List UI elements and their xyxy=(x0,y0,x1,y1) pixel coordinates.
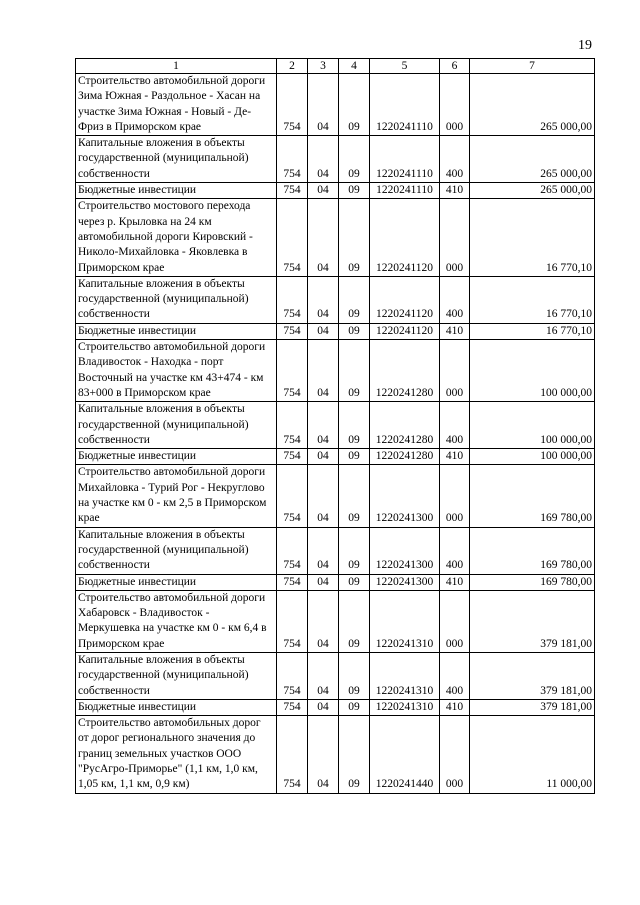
cell-subsection: 09 xyxy=(339,136,370,183)
table-row xyxy=(76,199,595,276)
cell-target-article: 1220241110 xyxy=(370,136,440,183)
cell-description: Строительство автомобильной дороги Михайловка - Турий Рог - Некруглово на участке км 0 - км 2,5 в Приморском крае xyxy=(76,465,277,527)
cell-target-article: 1220241120 xyxy=(370,323,440,339)
table-row xyxy=(76,574,595,590)
cell-target-article: 1220241440 xyxy=(370,716,440,793)
cell-section: 04 xyxy=(308,402,339,449)
header-col-1: 1 xyxy=(76,59,277,74)
table-row xyxy=(76,136,595,183)
header-col-2: 2 xyxy=(277,59,308,74)
table-row xyxy=(76,465,595,527)
budget-table xyxy=(75,58,595,794)
cell-amount: 379 181,00 xyxy=(470,652,595,699)
cell-expense-type: 410 xyxy=(440,574,470,590)
cell-description: Капитальные вложения в объекты государственной (муниципальной) собственности xyxy=(76,276,277,323)
header-col-7: 7 xyxy=(470,59,595,74)
cell-expense-type: 000 xyxy=(440,340,470,402)
table-row xyxy=(76,716,595,793)
cell-target-article: 1220241110 xyxy=(370,74,440,136)
table-row xyxy=(76,340,595,402)
cell-section: 04 xyxy=(308,465,339,527)
cell-description: Строительство мостового перехода через р. Крыловка на 24 км автомобильной дороги Кировский - Николо-Михайловка - Яковлевка в Приморском крае xyxy=(76,199,277,276)
cell-admin-code: 754 xyxy=(277,699,308,715)
header-col-4: 4 xyxy=(339,59,370,74)
cell-admin-code: 754 xyxy=(277,276,308,323)
cell-subsection: 09 xyxy=(339,699,370,715)
table-row xyxy=(76,590,595,652)
header-col-5: 5 xyxy=(370,59,440,74)
cell-description: Бюджетные инвестиции xyxy=(76,323,277,339)
cell-description: Капитальные вложения в объекты государственной (муниципальной) собственности xyxy=(76,136,277,183)
cell-target-article: 1220241310 xyxy=(370,652,440,699)
cell-section: 04 xyxy=(308,340,339,402)
cell-amount: 11 000,00 xyxy=(470,716,595,793)
cell-section: 04 xyxy=(308,199,339,276)
table-body xyxy=(76,74,595,794)
table-row xyxy=(76,652,595,699)
cell-expense-type: 400 xyxy=(440,276,470,323)
cell-admin-code: 754 xyxy=(277,340,308,402)
cell-expense-type: 000 xyxy=(440,716,470,793)
cell-admin-code: 754 xyxy=(277,199,308,276)
cell-expense-type: 410 xyxy=(440,449,470,465)
cell-subsection: 09 xyxy=(339,323,370,339)
cell-subsection: 09 xyxy=(339,276,370,323)
cell-subsection: 09 xyxy=(339,574,370,590)
cell-target-article: 1220241110 xyxy=(370,183,440,199)
cell-admin-code: 754 xyxy=(277,574,308,590)
cell-target-article: 1220241300 xyxy=(370,527,440,574)
cell-amount: 100 000,00 xyxy=(470,402,595,449)
cell-subsection: 09 xyxy=(339,183,370,199)
cell-description: Строительство автомобильных дорог от дорог регионального значения до границ земельных участков ООО "РусАгро-Приморье" (1,1 км, 1,0 км, 1,05 км, 1,1 км, 0,9 км) xyxy=(76,716,277,793)
cell-target-article: 1220241310 xyxy=(370,590,440,652)
cell-description: Бюджетные инвестиции xyxy=(76,574,277,590)
cell-amount: 379 181,00 xyxy=(470,699,595,715)
cell-section: 04 xyxy=(308,699,339,715)
cell-subsection: 09 xyxy=(339,402,370,449)
table-row xyxy=(76,276,595,323)
cell-section: 04 xyxy=(308,716,339,793)
table-row xyxy=(76,527,595,574)
cell-expense-type: 400 xyxy=(440,136,470,183)
table-row xyxy=(76,449,595,465)
cell-admin-code: 754 xyxy=(277,402,308,449)
cell-target-article: 1220241120 xyxy=(370,199,440,276)
table-row xyxy=(76,74,595,136)
cell-description: Бюджетные инвестиции xyxy=(76,449,277,465)
cell-expense-type: 410 xyxy=(440,323,470,339)
cell-section: 04 xyxy=(308,527,339,574)
cell-admin-code: 754 xyxy=(277,716,308,793)
cell-description: Строительство автомобильной дороги Хабаровск - Владивосток - Меркушевка на участке км 0 - км 6,4 в Приморском крае xyxy=(76,590,277,652)
cell-amount: 169 780,00 xyxy=(470,527,595,574)
page-number: 19 xyxy=(578,38,592,53)
cell-section: 04 xyxy=(308,323,339,339)
cell-target-article: 1220241120 xyxy=(370,276,440,323)
cell-description: Бюджетные инвестиции xyxy=(76,183,277,199)
header-col-6: 6 xyxy=(440,59,470,74)
cell-admin-code: 754 xyxy=(277,527,308,574)
cell-description: Бюджетные инвестиции xyxy=(76,699,277,715)
cell-amount: 169 780,00 xyxy=(470,465,595,527)
cell-section: 04 xyxy=(308,74,339,136)
cell-target-article: 1220241300 xyxy=(370,465,440,527)
cell-admin-code: 754 xyxy=(277,183,308,199)
cell-target-article: 1220241280 xyxy=(370,340,440,402)
cell-admin-code: 754 xyxy=(277,136,308,183)
cell-admin-code: 754 xyxy=(277,449,308,465)
cell-admin-code: 754 xyxy=(277,465,308,527)
cell-admin-code: 754 xyxy=(277,590,308,652)
cell-section: 04 xyxy=(308,590,339,652)
cell-subsection: 09 xyxy=(339,527,370,574)
table-row xyxy=(76,402,595,449)
cell-expense-type: 410 xyxy=(440,699,470,715)
cell-expense-type: 000 xyxy=(440,590,470,652)
cell-amount: 265 000,00 xyxy=(470,136,595,183)
table-row xyxy=(76,699,595,715)
cell-description: Строительство автомобильной дороги Владивосток - Находка - порт Восточный на участке км 43+474 - км 83+000 в Приморском крае xyxy=(76,340,277,402)
table-row xyxy=(76,183,595,199)
cell-section: 04 xyxy=(308,574,339,590)
cell-amount: 265 000,00 xyxy=(470,183,595,199)
cell-description: Капитальные вложения в объекты государственной (муниципальной) собственности xyxy=(76,402,277,449)
cell-admin-code: 754 xyxy=(277,323,308,339)
cell-amount: 379 181,00 xyxy=(470,590,595,652)
cell-amount: 100 000,00 xyxy=(470,340,595,402)
cell-expense-type: 000 xyxy=(440,465,470,527)
header-col-3: 3 xyxy=(308,59,339,74)
cell-expense-type: 410 xyxy=(440,183,470,199)
cell-subsection: 09 xyxy=(339,652,370,699)
cell-description: Капитальные вложения в объекты государственной (муниципальной) собственности xyxy=(76,652,277,699)
cell-amount: 16 770,10 xyxy=(470,323,595,339)
cell-description: Строительство автомобильной дороги Зима Южная - Раздольное - Хасан на участке Зима Южная - Новый - Де-Фриз в Приморском крае xyxy=(76,74,277,136)
cell-target-article: 1220241280 xyxy=(370,402,440,449)
cell-amount: 16 770,10 xyxy=(470,276,595,323)
header-row xyxy=(76,59,595,74)
cell-description: Капитальные вложения в объекты государственной (муниципальной) собственности xyxy=(76,527,277,574)
cell-subsection: 09 xyxy=(339,465,370,527)
cell-amount: 16 770,10 xyxy=(470,199,595,276)
cell-expense-type: 000 xyxy=(440,74,470,136)
cell-expense-type: 400 xyxy=(440,402,470,449)
cell-target-article: 1220241300 xyxy=(370,574,440,590)
cell-amount: 100 000,00 xyxy=(470,449,595,465)
cell-section: 04 xyxy=(308,449,339,465)
cell-subsection: 09 xyxy=(339,716,370,793)
cell-section: 04 xyxy=(308,276,339,323)
table-row xyxy=(76,323,595,339)
cell-admin-code: 754 xyxy=(277,652,308,699)
cell-expense-type: 000 xyxy=(440,199,470,276)
cell-section: 04 xyxy=(308,136,339,183)
cell-subsection: 09 xyxy=(339,590,370,652)
cell-subsection: 09 xyxy=(339,449,370,465)
cell-subsection: 09 xyxy=(339,199,370,276)
cell-expense-type: 400 xyxy=(440,527,470,574)
cell-admin-code: 754 xyxy=(277,74,308,136)
cell-amount: 169 780,00 xyxy=(470,574,595,590)
cell-expense-type: 400 xyxy=(440,652,470,699)
cell-amount: 265 000,00 xyxy=(470,74,595,136)
cell-section: 04 xyxy=(308,183,339,199)
cell-subsection: 09 xyxy=(339,340,370,402)
cell-subsection: 09 xyxy=(339,74,370,136)
cell-target-article: 1220241280 xyxy=(370,449,440,465)
cell-section: 04 xyxy=(308,652,339,699)
cell-target-article: 1220241310 xyxy=(370,699,440,715)
